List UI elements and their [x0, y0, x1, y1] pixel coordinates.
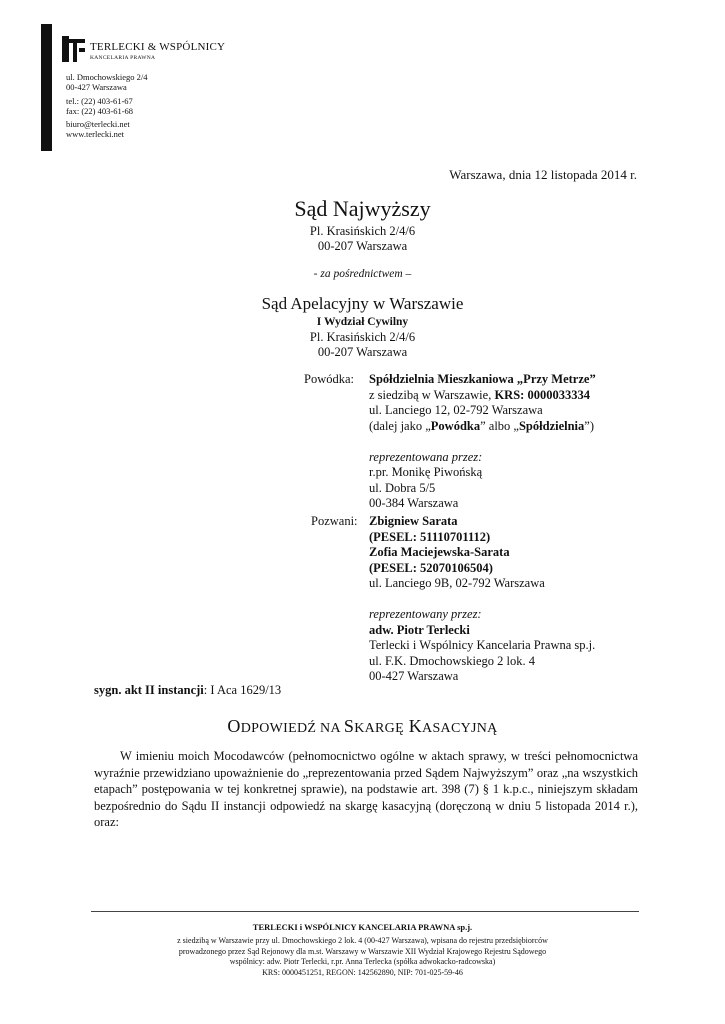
plaintiff-alias-1: Powódka — [430, 418, 481, 433]
document-date: Warszawa, dnia 12 listopada 2014 r. — [449, 167, 637, 182]
letterhead-website: www.terlecki.net — [66, 129, 124, 139]
recipient-street: Pl. Krasińskich 2/4/6 — [309, 224, 416, 238]
letterhead-address-line-2: 00-427 Warszawa — [66, 82, 127, 92]
case-reference — [94, 683, 281, 698]
defendants-label: Pozwani: — [311, 514, 358, 528]
title-part-1-cap: O — [227, 716, 241, 736]
footer-details — [0, 936, 725, 978]
title-part-4-cap: K — [403, 716, 423, 736]
footer-line-4: KRS: 0000451251, REGON: 142562890, NIP: 701-025-59-46 — [262, 967, 463, 977]
body-paragraph: W imieniu moich Mocodawców (pełnomocnictwo ogólne w aktach sprawy, w treści pełnomocnictwa wyraźnie przewidziano upoważnienie do „reprezentowania przed Sądem Najwyższym” oraz „na wszystkich etapach” postępowania w tej konkretnej sprawie), na podstawie art. 398 (7) § 1 k.p.c., niniejszym składam bezpośrednio do Sądu II instancji odpowiedź na skargę kasacyjną (doręczoną w dniu 5 listopada 2014 r.), oraz: — [94, 749, 638, 829]
title-part-2: NA — [316, 721, 344, 736]
firm-logo-icon — [62, 36, 86, 62]
defendants-block — [369, 514, 595, 685]
plaintiff-seat — [369, 388, 596, 404]
plaintiff-rep-label: reprezentowana przez: — [369, 449, 483, 464]
footer-divider — [91, 911, 639, 912]
plaintiff-alias — [369, 419, 596, 435]
recipient-court-name: Sąd Najwyższy — [294, 196, 431, 221]
case-reference-value: : I Aca 1629/13 — [203, 683, 282, 697]
defendants-rep-city: 00-427 Warszawa — [369, 669, 459, 683]
defendant-1-name: Zbigniew Sarata — [369, 514, 458, 528]
letterhead-address-line-1: ul. Dmochowskiego 2/4 — [66, 72, 148, 82]
footer-line-1: z siedzibą w Warszawie przy ul. Dmochowskiego 2 lok. 4 (00-427 Warszawa), wpisana do rejestru przedsiębiorców — [177, 936, 548, 945]
defendants-rep-street: ul. F.K. Dmochowskiego 2 lok. 4 — [369, 653, 536, 668]
defendant-2-pesel: (PESEL: 52070106504) — [369, 560, 493, 575]
letterhead-email: biuro@terlecki.net — [66, 119, 130, 129]
title-part-3-cap: S — [343, 716, 355, 736]
plaintiff-alias-close: ”) — [584, 418, 594, 433]
plaintiff-address: ul. Lanciego 12, 02-792 Warszawa — [369, 403, 543, 417]
defendant-1-pesel: (PESEL: 51110701112) — [369, 529, 491, 544]
plaintiff-alias-2: Spółdzielnia — [518, 418, 585, 433]
letterhead-fax: fax: (22) 403-61-68 — [66, 106, 134, 116]
title-part-4-rest: ASACYJNĄ — [422, 721, 498, 736]
document-title — [0, 716, 725, 737]
letterhead-sidebar-bar — [41, 24, 52, 151]
defendants-address: ul. Lanciego 9B, 02-792 Warszawa — [369, 576, 545, 590]
case-reference-label: sygn. akt II instancji — [94, 683, 204, 697]
defendants-rep-label: reprezentowany przez: — [369, 607, 482, 621]
plaintiff-block — [369, 372, 596, 512]
recipient-city: 00-207 Warszawa — [317, 239, 408, 253]
defendant-2-name: Zofia Maciejewska-Sarata — [369, 545, 510, 559]
firm-subtitle: KANCELARIA PRAWNA — [90, 55, 156, 61]
intermediary-street: Pl. Krasińskich 2/4/6 — [309, 330, 416, 344]
plaintiff-alias-open: (dalej jako „ — [369, 418, 431, 433]
footer-line-3: wspólnicy: adw. Piotr Terlecki, r.pr. Anna Terlecka (spółka adwokacko-radcowska) — [229, 957, 496, 966]
plaintiff-alias-mid: ” albo „ — [480, 418, 519, 433]
title-part-3-rest: KARGĘ — [354, 721, 404, 736]
intermediary-city: 00-207 Warszawa — [317, 345, 408, 359]
firm-logo — [62, 36, 262, 66]
title-part-1-rest: DPOWIEDŹ — [240, 721, 317, 736]
plaintiff-seat-text: z siedzibą w Warszawie, — [369, 387, 495, 402]
defendants-rep-name: adw. Piotr Terlecki — [369, 622, 470, 637]
via-note: - za pośrednictwem – — [313, 268, 412, 280]
firm-name: TERLECKI & WSPÓLNICY — [90, 41, 226, 53]
intermediary-court-name: Sąd Apelacyjny w Warszawie — [261, 294, 464, 313]
letterhead-phone: tel.: (22) 403-61-67 — [66, 96, 133, 106]
plaintiff-rep-city: 00-384 Warszawa — [369, 496, 459, 510]
intermediary-division: I Wydział Cywilny — [316, 316, 409, 328]
plaintiff-rep-street: ul. Dobra 5/5 — [369, 480, 436, 495]
plaintiff-name: Spółdzielnia Mieszkaniowa „Przy Metrze” — [369, 372, 596, 386]
plaintiff-label: Powódka: — [304, 372, 354, 386]
defendants-rep-firm: Terlecki i Wspólnicy Kancelaria Prawna sp.j. — [369, 638, 596, 652]
plaintiff-krs: KRS: 0000033334 — [494, 387, 590, 402]
footer-line-2: prowadzonego przez Sąd Rejonowy dla m.st. Warszawy w Warszawie XII Wydział Krajowego Rejestru Sądowego — [178, 946, 547, 956]
footer-firm-name: TERLECKI i WSPÓLNICY KANCELARIA PRAWNA sp.j. — [252, 922, 473, 932]
plaintiff-rep-name: r.pr. Monikę Piwońską — [369, 465, 483, 479]
